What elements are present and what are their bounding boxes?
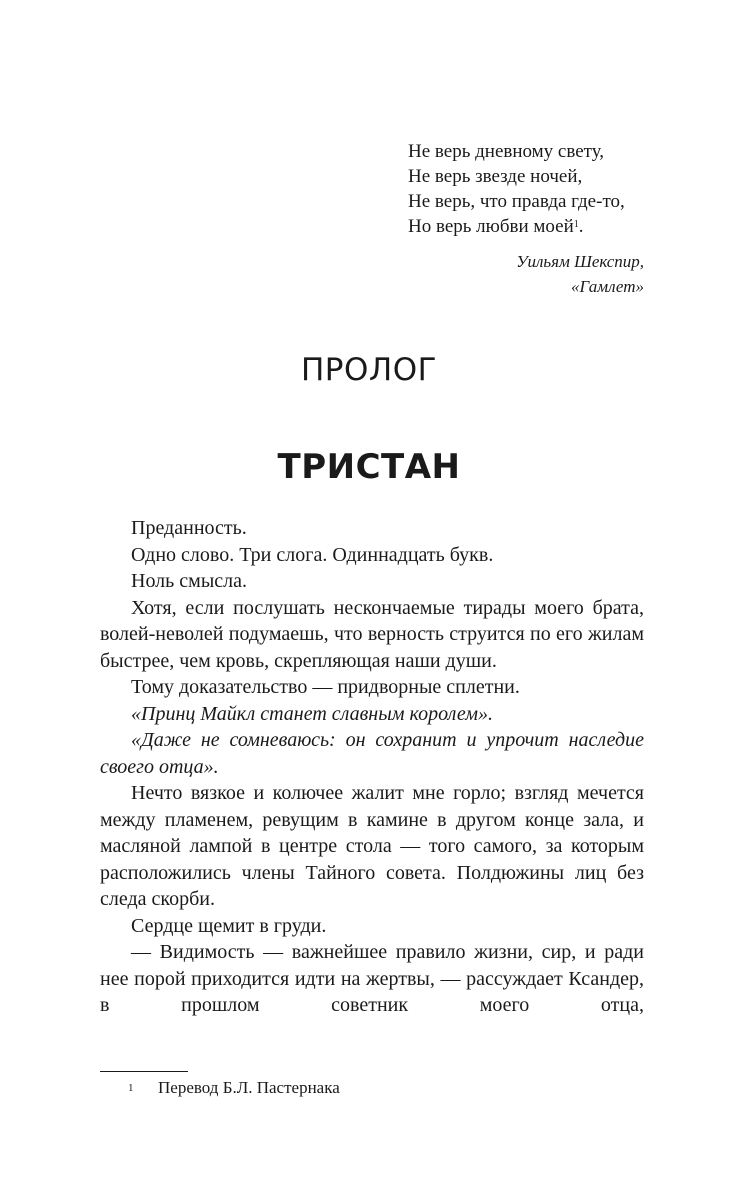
chapter-heading: ТРИСТАН — [277, 447, 461, 487]
epigraph-footnote-mark: 1 — [573, 219, 579, 230]
body-text — [100, 515, 644, 1019]
epigraph-work: «Гамлет» — [570, 277, 644, 296]
epigraph-attribution — [408, 249, 648, 299]
epigraph-line-3: Не верь, что правда где-то, — [408, 191, 625, 212]
paragraph: Хотя, если послушать нескончаемые тирады моего брата, волей-неволей подумаешь, что верность струится по его жилам быстрее, чем кровь, скрепляющая наши души. — [100, 596, 644, 672]
paragraph-quote: «Даже не сомневаюсь: он сохранит и упрочит наследие своего отца». — [100, 729, 644, 778]
epigraph-line-4-text: Но верь любви моей — [408, 216, 574, 237]
epigraph-author: Уильям Шекспир, — [516, 252, 644, 271]
prolog-heading: ПРОЛОГ — [300, 352, 438, 388]
epigraph-line-2: Не верь звезде ночей, — [408, 166, 583, 187]
epigraph-line-4-end: . — [578, 216, 584, 237]
paragraph-quote: «Принц Майкл станет славным королем». — [131, 702, 493, 725]
paragraph: Нечто вязкое и колючее жалит мне горло; взгляд мечется между пламенем, ревущим в камине в другом конце зала, и масляной лампой в центре стола — того самого, за которым расположились члены Тайного совета. Полдюжины лиц без следа скорби. — [100, 782, 644, 910]
footnote — [100, 1076, 340, 1100]
paragraph: Тому доказательство — придворные сплетни. — [131, 676, 520, 698]
paragraph: Одно слово. Три слога. Одиннадцать букв. — [131, 543, 494, 566]
epigraph-line-1: Не верь дневному свету, — [408, 141, 605, 162]
paragraph: Преданность. — [131, 517, 247, 539]
paragraph: — Видимость — важнейшее правило жизни, сир, и ради нее порой приходится идти на жертвы, — рассуждает Ксандер, в прошлом советник моего отца, — [100, 941, 644, 1016]
paragraph: Ноль смысла. — [131, 570, 247, 592]
footnote-mark: 1 — [128, 1082, 134, 1094]
footnote-rule — [100, 1071, 188, 1072]
epigraph — [408, 139, 648, 299]
epigraph-line-4 — [408, 214, 648, 239]
footnote-text: Перевод Б.Л. Пастернака — [158, 1078, 340, 1097]
paragraph: Сердце щемит в груди. — [131, 914, 327, 937]
